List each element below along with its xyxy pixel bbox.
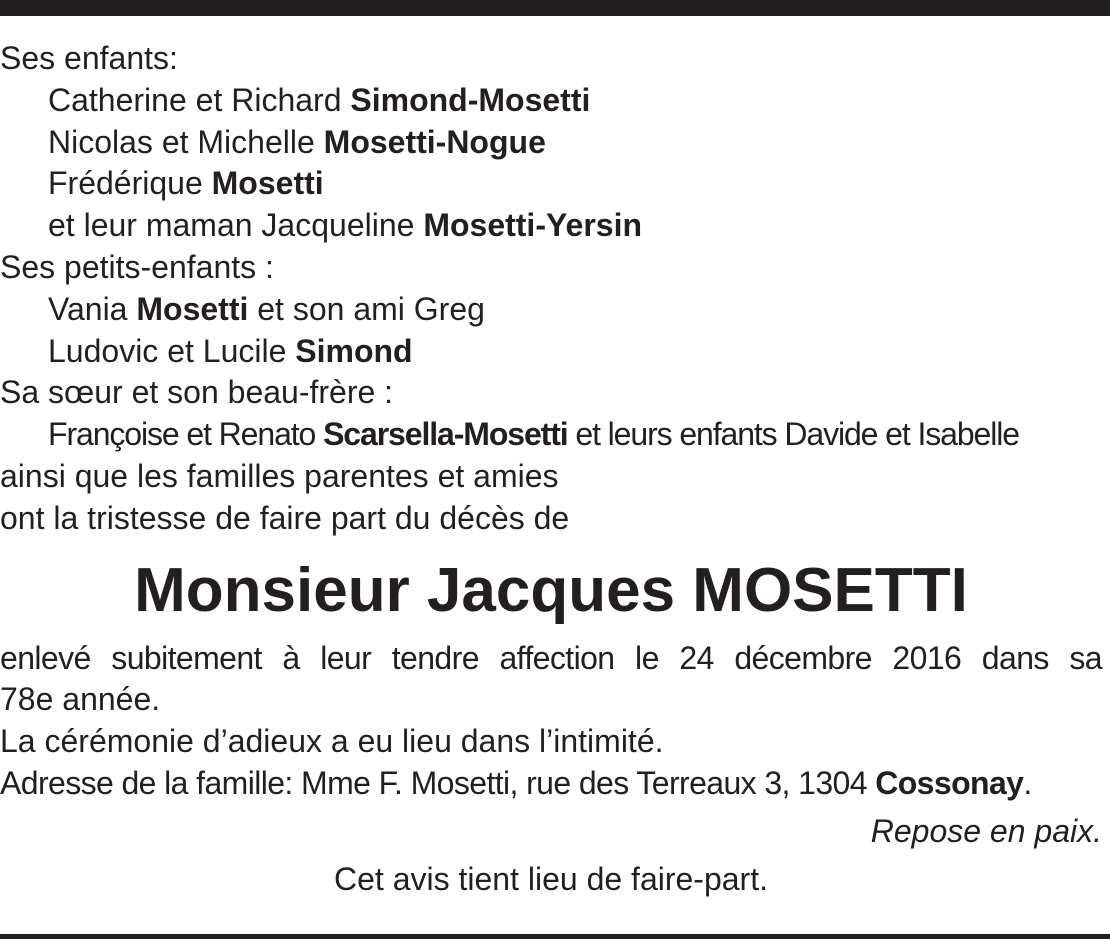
grandchild-surname: Mosetti — [136, 290, 249, 327]
ceremony-line: La cérémonie d’adieux a eu lieu dans l’intimité. — [0, 723, 664, 760]
child-line-1 — [0, 80, 1102, 122]
sister-label: Sa sœur et son beau-frère : — [0, 374, 394, 411]
death-line-2: 78e année. — [0, 681, 161, 718]
bottom-rule — [0, 934, 1110, 939]
grandchild-surname: Simond — [295, 332, 413, 369]
grandchild-line-2 — [0, 331, 1102, 373]
families-line: ainsi que les familles parentes et amies — [0, 457, 559, 494]
child-surname: Mosetti-Nogue — [323, 123, 546, 160]
top-rule — [0, 0, 1110, 16]
details-block — [0, 638, 1102, 901]
address-end: . — [1023, 764, 1032, 801]
sister-after: et leurs enfants Davide et Isabelle — [567, 416, 1019, 453]
deceased-name: Monsieur Jacques MOSETTI — [134, 555, 968, 625]
child-line-3 — [0, 163, 1102, 205]
obituary-notice — [0, 38, 1102, 900]
child-names: et leur maman Jacqueline — [48, 207, 424, 244]
child-names: Frédérique — [48, 165, 212, 202]
address-text: Adresse de la famille: Mme F. Mosetti, rue des Terreaux 3, 1304 — [0, 764, 876, 801]
sister-surname: Scarsella-Mosetti — [323, 416, 568, 453]
notice-note: Cet avis tient lieu de faire-part. — [334, 860, 768, 897]
child-surname: Mosetti-Yersin — [423, 207, 643, 244]
grandchildren-label: Ses petits-enfants : — [0, 248, 274, 285]
sister-line-1 — [0, 414, 1102, 456]
children-label: Ses enfants: — [0, 40, 178, 76]
child-surname: Mosetti — [211, 165, 324, 202]
child-surname: Simond-Mosetti — [350, 81, 591, 118]
child-line-2 — [0, 122, 1102, 164]
address-line — [0, 763, 1102, 805]
grandchild-line-1 — [0, 289, 1102, 331]
closing-phrase: Repose en paix. — [870, 812, 1102, 849]
child-names: Catherine et Richard — [48, 81, 351, 118]
address-city: Cossonay — [875, 764, 1024, 801]
grandchild-after: et son ami Greg — [248, 290, 485, 327]
child-names: Nicolas et Michelle — [48, 123, 324, 160]
grandchild-names: Ludovic et Lucile — [48, 332, 296, 369]
announcement-line: ont la tristesse de faire part du décès de — [0, 499, 570, 536]
sister-before: Françoise et Renato — [48, 416, 324, 453]
grandchild-before: Vania — [48, 290, 137, 327]
death-line-1: enlevé subitement à leur tendre affection le 24 décembre 2016 dans sa — [0, 639, 1102, 676]
child-line-4 — [0, 205, 1102, 247]
